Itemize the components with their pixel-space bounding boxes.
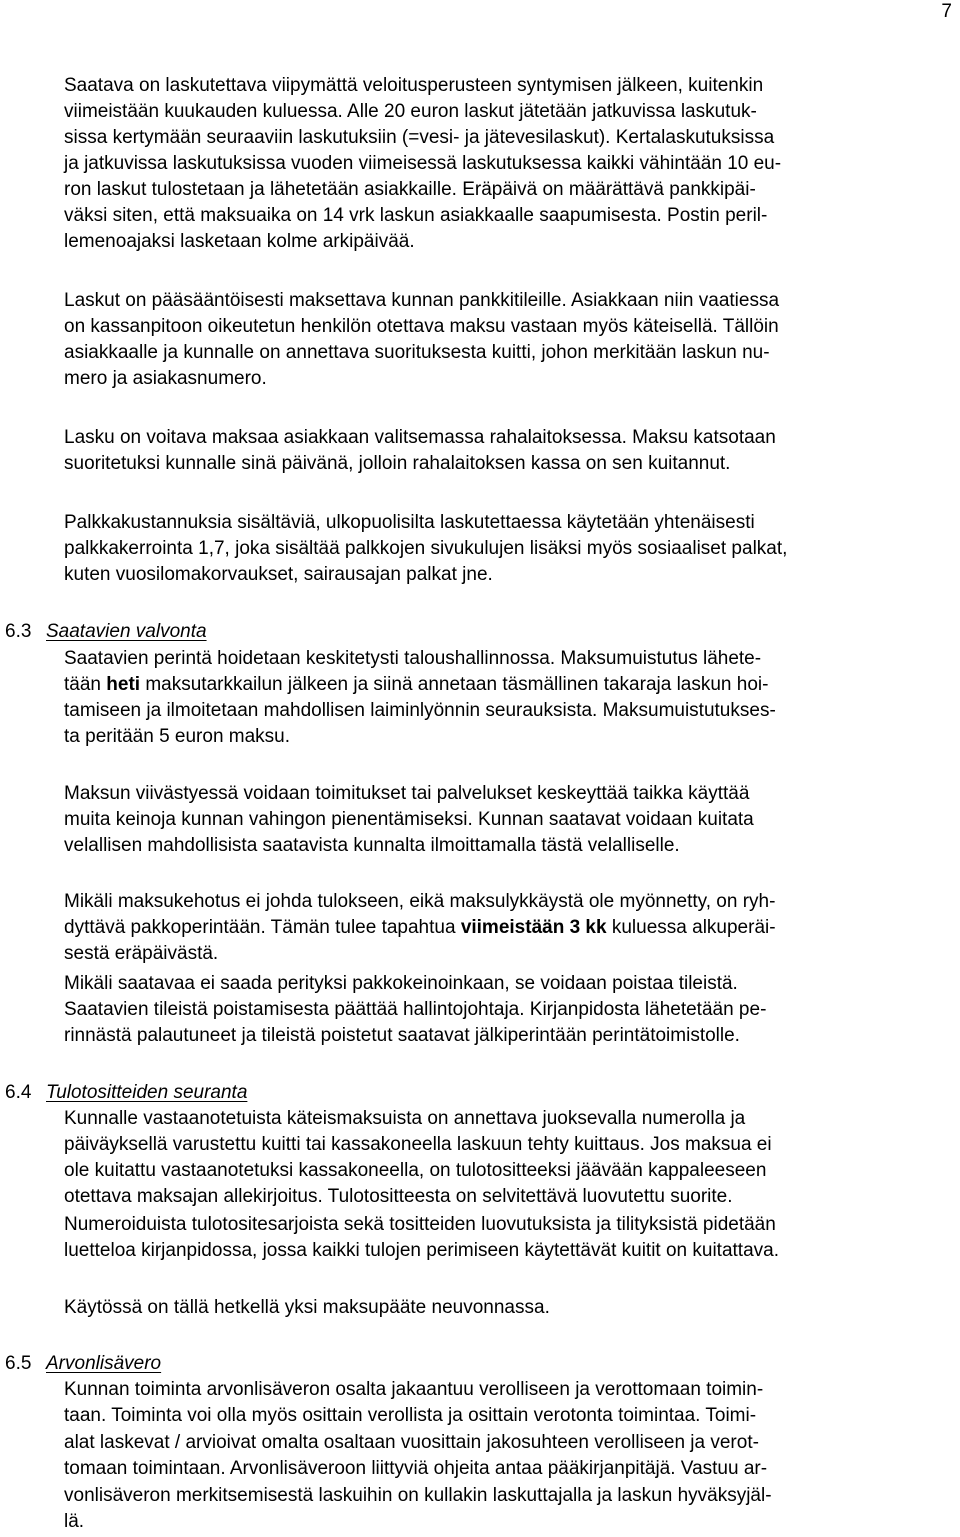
text-line: rinnästä palautuneet ja tileistä poistetut saatavat jälkiperintään perintätoimistolle.	[64, 1025, 740, 1046]
text-line: Laskut on pääsääntöisesti maksettava kunnan pankkitileille. Asiakkaan niin vaatiessa	[64, 290, 780, 311]
text-line: tomaan toimintaan. Arvonlisäveroon liittyviä ohjeita antaa pääkirjanpitäjä. Vastuu ar-	[64, 1458, 768, 1479]
emphasis-text: heti	[106, 674, 141, 695]
text-line: muita keinoja kunnan vahingon pienentämiseksi. Kunnan saatavat voidaan kuitata	[64, 809, 754, 830]
section-heading-6-5	[0, 1351, 161, 1377]
text-line: tään heti maksutarkkailun jälkeen ja siinä annetaan täsmällinen takaraja laskun hoi-	[64, 674, 769, 695]
text-line: tamiseen ja ilmoitetaan mahdollisen laiminlyönnin seurauksista. Maksumuistutukses-	[64, 700, 776, 721]
text-line: on kassanpitoon oikeutetun henkilön otettava maksu vastaan myös käteisellä. Tällöin	[64, 316, 779, 337]
text-line: Saatavien tileistä poistamisesta päättää hallintojohtaja. Kirjanpidosta lähetetään pe-	[64, 999, 767, 1020]
text-line: dyttävä pakkoperintään. Tämän tulee tapahtua viimeistään 3 kk kuluessa alkuperäi-	[64, 917, 776, 938]
text-line: luetteloa kirjanpidossa, jossa kaikki tulojen perimiseen käytettävät kuitit on kuitattava.	[64, 1240, 779, 1261]
text-line: Mikäli saatavaa ei saada perityksi pakkokeinoinkaan, se voidaan poistaa tileistä.	[64, 973, 738, 994]
text-line: Saatava on laskutettava viipymättä veloitusperusteen syntymisen jälkeen, kuitenkin	[64, 75, 764, 96]
text-line: ron laskut tulostetaan ja lähetetään asiakkaille. Eräpäivä on määrättävä pankkipäi-	[64, 179, 756, 200]
text-line: Numeroiduista tulotositesarjoista sekä tositteiden luovutuksista ja tilityksistä pidetään	[64, 1214, 776, 1235]
text-line: Saatavien perintä hoidetaan keskitetysti taloushallinnossa. Maksumuistutus lähete-	[64, 648, 762, 669]
text-line: palkkakerrointa 1,7, joka sisältää palkkojen sivukulujen lisäksi myös sosiaaliset palkat,	[64, 538, 788, 559]
text-line: otettava maksajan allekirjoitus. Tulotositteesta on selvitettävä luovutettu suorite.	[64, 1186, 733, 1207]
section-number: 6.5	[5, 1353, 32, 1374]
text-line: ta peritään 5 euron maksu.	[64, 726, 291, 747]
text-line: Maksun viivästyessä voidaan toimitukset tai palvelukset keskeyttää taikka käyttää	[64, 783, 750, 804]
text-line: viimeistään kuukauden kuluessa. Alle 20 euron laskut jätetään jatkuvissa laskutuk-	[64, 101, 757, 122]
text-line: vonlisäveron merkitsemisestä laskuihin on kullakin laskuttajalla ja laskun hyväksyjäl-	[64, 1485, 772, 1506]
text-line: väksi siten, että maksuaika on 14 vrk laskun asiakkaalle saapumisesta. Postin peril-	[64, 205, 768, 226]
text-line: lä.	[64, 1511, 85, 1532]
text-line: sissa kertymään seuraaviin laskutuksiin (=vesi- ja jätevesilaskut). Kertalaskutuksissa	[64, 127, 775, 148]
page-number: 7	[941, 1, 952, 22]
section-title: Saatavien valvonta	[46, 621, 207, 642]
text-line: sestä eräpäivästä.	[64, 943, 219, 964]
section-heading-6-4	[0, 1080, 247, 1106]
text-line: ole kuitattu vastaanotetuksi kassakoneella, on tulotositteeksi jäävään kappaleeseen	[64, 1160, 767, 1181]
text-line: Lasku on voitava maksaa asiakkaan valitsemassa rahalaitoksessa. Maksu katsotaan	[64, 427, 776, 448]
text-line: asiakkaalle ja kunnalle on annettava suorituksesta kuitti, johon merkitään laskun nu-	[64, 342, 770, 363]
text-line: taan. Toiminta voi olla myös osittain verollista ja osittain verotonta toimintaa. Toimi-	[64, 1405, 757, 1426]
text-line: alat laskevat / arvioivat omalta osaltaan vuosittain jakosuhteen verolliseen ja verot-	[64, 1432, 759, 1453]
text-line: kuten vuosilomakorvaukset, sairausajan palkat jne.	[64, 564, 493, 585]
section-title: Tulotositteiden seuranta	[46, 1082, 248, 1103]
text-line: ja jatkuvissa laskutuksissa vuoden viimeisessä laskutuksessa kaikki vähintään 10 eu-	[64, 153, 782, 174]
section-title: Arvonlisävero	[46, 1353, 162, 1374]
text-line: mero ja asiakasnumero.	[64, 368, 267, 389]
text-line: päiväyksellä varustettu kuitti tai kassakoneella laskuun tehty kuittaus. Jos maksua ei	[64, 1134, 772, 1155]
section-number: 6.4	[5, 1082, 32, 1103]
emphasis-text: viimeistään 3 kk	[460, 917, 607, 938]
text-line: lemenoajaksi lasketaan kolme arkipäivää.	[64, 231, 415, 252]
text-line: Palkkakustannuksia sisältäviä, ulkopuolisilta laskutettaessa käytetään yhtenäisesti	[64, 512, 755, 533]
section-heading-6-3	[0, 619, 207, 645]
paragraph-payment-terminal: Käytössä on tällä hetkellä yksi maksupääte neuvonnassa.	[64, 1297, 550, 1318]
section-number: 6.3	[5, 621, 32, 642]
text-line: Kunnalle vastaanotetuista käteismaksuista on annettava juoksevalla numerolla ja	[64, 1108, 746, 1129]
text-line: Kunnan toiminta arvonlisäveron osalta jakaantuu verolliseen ja verottomaan toimin-	[64, 1379, 764, 1400]
text-line: suoritetuksi kunnalle sinä päivänä, jolloin rahalaitoksen kassa on sen kuitannut.	[64, 453, 731, 474]
text-line: Mikäli maksukehotus ei johda tulokseen, eikä maksulykkäystä ole myönnetty, on ryh-	[64, 891, 776, 912]
text-line: velallisen mahdollisista saatavista kunnalta ilmoittamalla tästä velalliselle.	[64, 835, 680, 856]
